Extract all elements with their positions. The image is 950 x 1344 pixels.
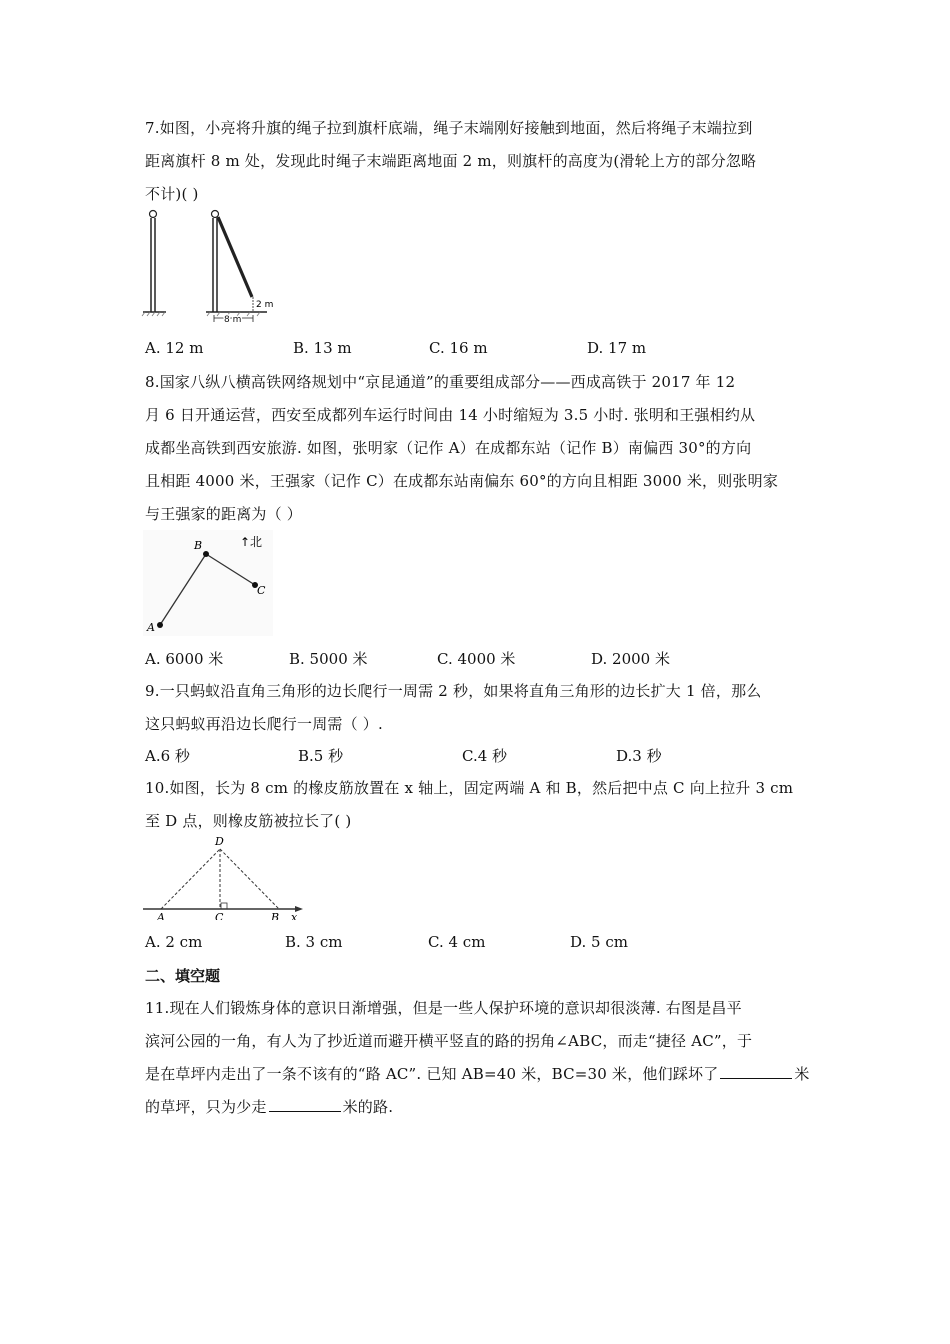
q10-label-x: x (291, 911, 298, 920)
q8-line-3: 成都坐高铁到西安旅游. 如图，张明家（记作 A）在成都东站（记作 B）南偏西 30°的方向 (145, 439, 752, 457)
q11-line-4-text: 的草坪，只为少走 (145, 1098, 267, 1116)
q10-line-1: 10.如图，长为 8 cm 的橡皮筋放置在 x 轴上，固定两端 A 和 B，然后把中点 C 向上拉升 3 cm (145, 779, 794, 797)
q11-line-2: 滨河公园的一角，有人为了抄近道而避开横平竖直的路的拐角∠ABC，而走“捷径 AC”，于 (145, 1032, 753, 1050)
q8-point-b (203, 551, 209, 557)
section-2-title: 二、填空题 (145, 967, 221, 985)
q8-point-a (157, 622, 163, 628)
q10-option-b[interactable]: B. 3 cm (285, 933, 343, 951)
q10-label-d: D (215, 835, 224, 848)
q7-option-c[interactable]: C. 16 m (429, 339, 488, 357)
q8-option-b[interactable]: B. 5000 米 (289, 650, 368, 668)
q8-label-a: A (147, 621, 155, 634)
q8-line-5: 与王强家的距离为（ ） (145, 505, 302, 523)
q10-option-a[interactable]: A. 2 cm (145, 933, 203, 951)
q7-label-distance: 8 m (224, 315, 242, 325)
q7-line-3: 不计)( ) (145, 185, 199, 203)
q11-line-4 (145, 1096, 393, 1117)
q7-label-height: 2 m (256, 300, 274, 310)
q10-option-c[interactable]: C. 4 cm (428, 933, 486, 951)
q7-line-2: 距离旗杆 8 m 处，发现此时绳子末端距离地面 2 m，则旗杆的高度为(滑轮上方的部分忽略 (145, 152, 757, 170)
q9-option-c[interactable]: C.4 秒 (462, 747, 508, 765)
q10-line-2: 至 D 点，则橡皮筋被拉长了( ) (145, 812, 352, 830)
q8-option-a[interactable]: A. 6000 米 (145, 650, 224, 668)
q7-option-b[interactable]: B. 13 m (293, 339, 352, 357)
q9-line-2: 这只蚂蚁再沿边长爬行一周需（ ）. (145, 715, 383, 733)
q8-line-1: 8.国家八纵八横高铁网络规划中“京昆通道”的重要组成部分——西成高铁于 2017 年 12 (145, 373, 736, 391)
q8-map-figure (143, 530, 273, 636)
q8-option-c[interactable]: C. 4000 米 (437, 650, 516, 668)
q11-line-4-end: 米的路. (342, 1098, 394, 1116)
q11-line-1: 11.现在人们锻炼身体的意识日渐增强，但是一些人保护环境的意识却很淡薄. 右图是昌平 (145, 999, 742, 1017)
q11-line-3-unit: 米 (794, 1065, 810, 1083)
q11-line-3-text: 是在草坪内走出了一条不该有的“路 AC”. 已知 AB=40 米，BC=30 米，他们踩坏了 (145, 1065, 719, 1083)
q10-label-a: A (157, 911, 165, 920)
q10-label-c: C (215, 911, 224, 920)
q9-option-d[interactable]: D.3 秒 (616, 747, 662, 765)
q7-line-1: 7.如图，小亮将升旗的绳子拉到旗杆底端，绳子末端刚好接触到地面，然后将绳子末端拉到 (145, 119, 753, 137)
q8-line-4: 且相距 4000 米，王强家（记作 C）在成都东站南偏东 60°的方向且相距 3000 米，则张明家 (145, 472, 779, 490)
q11-blank-1[interactable] (720, 1077, 792, 1079)
q8-label-b: B (194, 539, 203, 552)
q8-label-c: C (257, 584, 266, 597)
q10-label-b: B (271, 911, 280, 920)
north-arrow-icon: ↑北 (240, 535, 263, 549)
q9-line-1: 9.一只蚂蚁沿直角三角形的边长爬行一周需 2 秒，如果将直角三角形的边长扩大 1 倍，那么 (145, 682, 762, 700)
q10-option-d[interactable]: D. 5 cm (570, 933, 628, 951)
q9-option-b[interactable]: B.5 秒 (298, 747, 344, 765)
q7-flagpole-figure (140, 208, 280, 328)
q11-blank-2[interactable] (269, 1110, 341, 1112)
q8-line-2: 月 6 日开通运营，西安至成都列车运行时间由 14 小时缩短为 3.5 小时. 张明和王强相约从 (145, 406, 756, 424)
q9-option-a[interactable]: A.6 秒 (145, 747, 190, 765)
q8-option-d[interactable]: D. 2000 米 (591, 650, 670, 668)
q11-line-3 (145, 1063, 810, 1084)
q7-option-d[interactable]: D. 17 m (587, 339, 647, 357)
q7-option-a[interactable]: A. 12 m (145, 339, 204, 357)
q10-rubber-band-figure (143, 835, 308, 920)
